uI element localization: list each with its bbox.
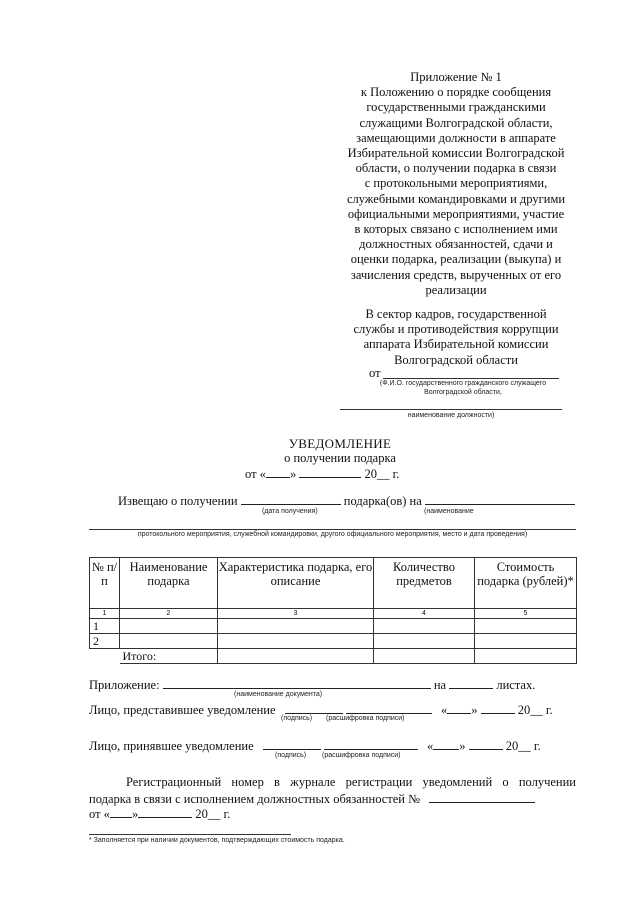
sheets-count-field[interactable] bbox=[449, 677, 493, 689]
cell-input[interactable] bbox=[218, 634, 374, 649]
submitted-signature-field[interactable] bbox=[285, 702, 343, 714]
appendix-line: служащими Волгоградской области, bbox=[359, 115, 553, 130]
cell-input[interactable] bbox=[475, 619, 577, 634]
received-signature-field[interactable] bbox=[263, 738, 321, 750]
addressee-line: В сектор кадров, государственной bbox=[365, 307, 547, 321]
footnote: * Заполняется при наличии документов, подтверждающих стоимость подарка. bbox=[89, 837, 345, 844]
appendix-line: реализации bbox=[425, 282, 487, 297]
name-caption: (наименование bbox=[424, 508, 474, 515]
column-number-row: 1 2 3 4 5 bbox=[90, 609, 577, 619]
registration-number-field[interactable] bbox=[429, 791, 535, 803]
received-month-field[interactable] bbox=[469, 738, 503, 750]
appendix-line: оценки подарка, реализации (выкупа) и bbox=[350, 252, 562, 267]
footnote-rule bbox=[89, 834, 291, 835]
registration-date-line: от « » 20__ г. bbox=[89, 807, 231, 821]
position-field-line bbox=[340, 409, 562, 410]
received-decode-field[interactable] bbox=[324, 738, 418, 750]
appendix-line: должностных обязанностей, сдачи и bbox=[359, 237, 553, 252]
registration-day-field[interactable] bbox=[110, 806, 132, 818]
received-sign-caption: (подпись) bbox=[275, 752, 307, 759]
appendix-line: области, о получении подарка в связи bbox=[355, 161, 557, 176]
from-label: от bbox=[369, 366, 381, 380]
cell-input[interactable] bbox=[374, 649, 475, 664]
cell-input[interactable] bbox=[120, 619, 218, 634]
cell-input[interactable] bbox=[218, 649, 374, 664]
from-line bbox=[369, 366, 381, 381]
appendix-line: с протокольными мероприятиями, bbox=[364, 176, 548, 191]
header-cost: Стоимость подарка (рублей)* bbox=[475, 558, 577, 609]
cell-input[interactable] bbox=[374, 619, 475, 634]
submitted-decode-caption: (расшифровка подписи) bbox=[326, 715, 405, 722]
cell-input[interactable] bbox=[475, 649, 577, 664]
header-quantity: Количество предметов bbox=[374, 558, 475, 609]
appendix-line: Приложение № 1 bbox=[410, 70, 502, 84]
registration-number-line: подарка в связи с исполнением должностных обязанностей № bbox=[89, 791, 535, 807]
appendix-line: служебными командировками и другими bbox=[346, 191, 566, 206]
addressee-block bbox=[336, 307, 576, 368]
table-header-row bbox=[90, 558, 577, 609]
receipt-date-field[interactable] bbox=[241, 493, 341, 505]
total-row bbox=[90, 649, 577, 664]
received-day-field[interactable] bbox=[433, 738, 459, 750]
appendix-line: замещающими должности в аппарате bbox=[356, 130, 556, 145]
table-row: 2 bbox=[90, 634, 577, 649]
notice-subtitle: о получении подарка bbox=[284, 451, 396, 465]
appendix-line: зачисления средств, вырученных от его bbox=[350, 267, 562, 282]
inform-line: Извещаю о получении подарка(ов) на bbox=[118, 493, 575, 509]
doc-caption: (наименование документа) bbox=[234, 691, 323, 698]
header-num: № п/п bbox=[90, 558, 120, 609]
total-label: Итого: bbox=[120, 649, 218, 664]
header-name: Наименование подарка bbox=[120, 558, 218, 609]
event-caption: протокольного мероприятия, служебной командировки, другого официального мероприятия, место и дата проведения) bbox=[137, 531, 528, 538]
header-description: Характеристика подарка, его описание bbox=[218, 558, 374, 609]
appendix-block bbox=[336, 70, 576, 298]
registration-month-field[interactable] bbox=[138, 806, 192, 818]
addressee-line: Волгоградской области bbox=[394, 352, 518, 367]
appendix-line: к Положению о порядке сообщения bbox=[360, 85, 552, 100]
notice-title: УВЕДОМЛЕНИЕ bbox=[288, 436, 392, 451]
event-details-line bbox=[89, 529, 576, 530]
table-row: 1 bbox=[90, 619, 577, 634]
fio-caption: (Ф.И.О. государственного гражданского служащего bbox=[379, 380, 547, 387]
appendix-line: официальными мероприятиями, участие bbox=[347, 206, 565, 221]
submitted-line: Лицо, представившее уведомление « » 20__ г. bbox=[89, 703, 553, 717]
submitted-decode-field[interactable] bbox=[346, 702, 432, 714]
submitted-sign-caption: (подпись) bbox=[281, 715, 313, 722]
addressee-line: службы и противодействия коррупции bbox=[353, 322, 559, 337]
gift-table bbox=[89, 557, 577, 664]
region-caption: Волгоградской области, bbox=[424, 389, 502, 396]
submitted-month-field[interactable] bbox=[481, 702, 515, 714]
cell-input[interactable] bbox=[218, 619, 374, 634]
attachment-doc-field[interactable] bbox=[163, 677, 431, 689]
appendix-line: государственными гражданскими bbox=[366, 100, 546, 115]
attachment-line: Приложение: на листах. bbox=[89, 678, 536, 692]
fio-field-line bbox=[383, 378, 559, 379]
month-field[interactable] bbox=[299, 466, 361, 478]
event-name-field[interactable] bbox=[425, 493, 575, 505]
received-decode-caption: (расшифровка подписи) bbox=[322, 752, 401, 759]
cell-input[interactable] bbox=[374, 634, 475, 649]
registration-text: Регистрационный номер в журнале регистрации уведомлений о получении bbox=[126, 775, 576, 789]
notice-date: от « » 20__ г. bbox=[245, 467, 400, 481]
received-line: Лицо, принявшее уведомление « » 20__ г. bbox=[89, 739, 541, 753]
appendix-line: Избирательной комиссии Волгоградской bbox=[347, 146, 565, 161]
date-caption: (дата получения) bbox=[262, 508, 318, 515]
position-caption: наименование должности) bbox=[407, 412, 495, 419]
cell-input[interactable] bbox=[120, 634, 218, 649]
day-field[interactable] bbox=[266, 466, 290, 478]
appendix-line: в которых связано с исполнением ими bbox=[354, 222, 558, 237]
addressee-line: аппарата Избирательной комиссии bbox=[363, 337, 549, 352]
cell-input[interactable] bbox=[475, 634, 577, 649]
submitted-day-field[interactable] bbox=[447, 702, 471, 714]
